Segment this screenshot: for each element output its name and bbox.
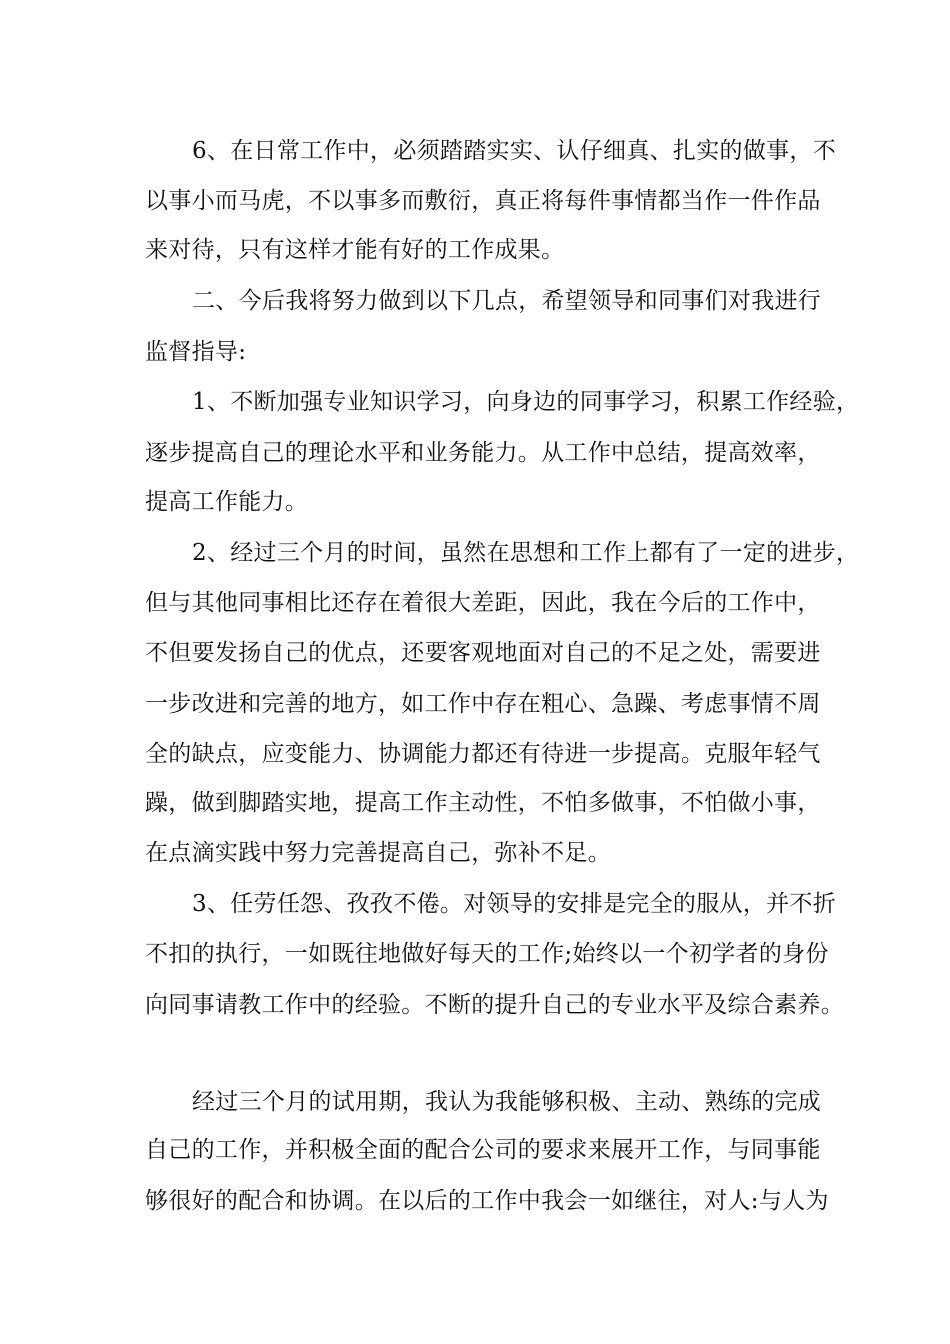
- text-line: 二、今后我将努力做到以下几点，希望领导和同事们对我进行: [192, 288, 822, 314]
- text-line: 来对待，只有这样才能有好的工作成果。: [145, 237, 565, 263]
- text-line: 向同事请教工作中的经验。不断的提升自己的专业水平及综合素养。: [145, 992, 844, 1018]
- text-line: 不扣的执行，一如既往地做好每天的工作;始终以一个初学者的身份: [145, 941, 829, 967]
- text-line: 以事小而马虎，不以事多而敷衍，真正将每件事情都当作一件作品: [145, 188, 821, 214]
- text-line: 躁，做到脚踏实地，提高工作主动性，不怕多做事，不怕做小事，: [145, 790, 821, 816]
- text-line: 不但要发扬自己的优点，还要客观地面对自己的不足之处，需要进: [145, 640, 821, 666]
- text-line: 经过三个月的试用期，我认为我能够积极、主动、熟练的完成: [192, 1089, 822, 1115]
- text-line: 2、经过三个月的时间，虽然在思想和工作上都有了一定的进步，: [192, 540, 860, 566]
- text-line: 全的缺点，应变能力、协调能力都还有待进一步提高。克服年轻气: [145, 741, 821, 767]
- text-line: 6、在日常工作中，必须踏踏实实、认仔细真、扎实的做事，不: [192, 138, 837, 164]
- text-line: 逐步提高自己的理论水平和业务能力。从工作中总结，提高效率，: [145, 440, 821, 466]
- text-line: 3、任劳任怨、孜孜不倦。对领导的安排是完全的服从，并不折: [192, 891, 837, 917]
- text-line: 提高工作能力。: [145, 489, 309, 515]
- text-line: 自己的工作，并积极全面的配合公司的要求来展开工作，与同事能: [145, 1137, 821, 1163]
- text-line: 监督指导:: [145, 339, 247, 365]
- text-line: 但与其他同事相比还存在着很大差距，因此，我在今后的工作中，: [145, 590, 821, 616]
- text-line: 够很好的配合和协调。在以后的工作中我会一如继往，对人:与人为: [145, 1188, 829, 1214]
- text-line: 一步改进和完善的地方，如工作中存在粗心、急躁、考虑事情不周: [145, 691, 821, 717]
- text-line: 1、不断加强专业知识学习，向身边的同事学习，积累工作经验，: [192, 389, 860, 415]
- text-line: 在点滴实践中努力完善提高自己，弥补不足。: [145, 840, 611, 866]
